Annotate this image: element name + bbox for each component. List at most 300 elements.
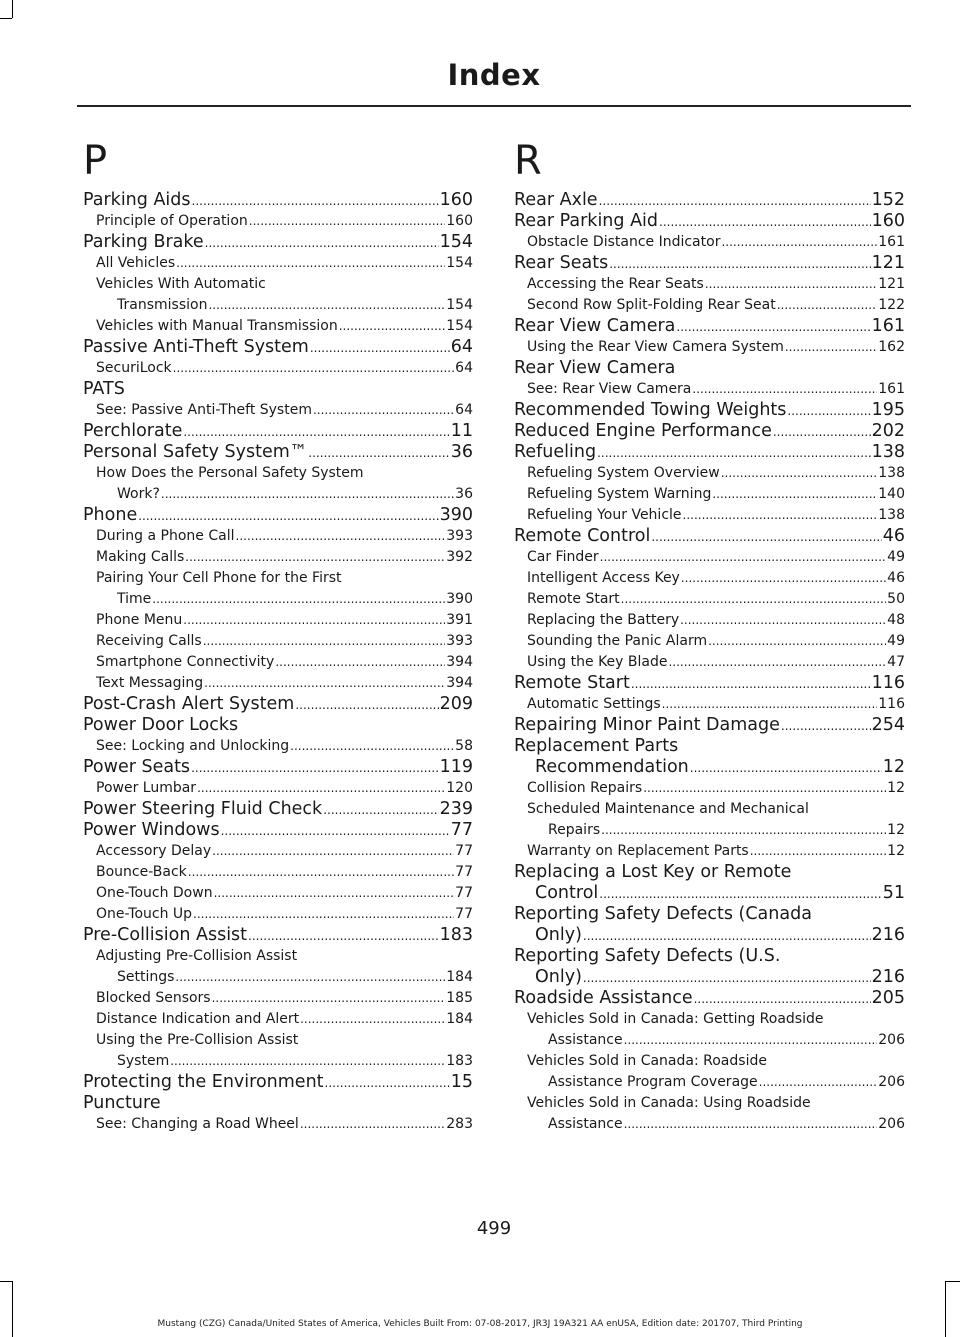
dot-leader — [721, 463, 878, 484]
entry-text: How Does the Personal Safety System — [96, 465, 364, 481]
index-entry — [83, 1072, 473, 1093]
dot-leader — [721, 232, 877, 253]
crop-mark — [0, 18, 12, 19]
entry-text: All Vehicles — [96, 255, 176, 271]
entry-text: Collision Repairs — [527, 780, 643, 796]
dot-leader — [300, 1009, 445, 1030]
page-reference: 121 — [871, 253, 905, 273]
entry-text: During a Phone Call — [96, 528, 235, 544]
index-subentry — [83, 568, 473, 610]
index-entry — [514, 715, 905, 736]
entry-text: Refueling Your Vehicle — [527, 507, 682, 523]
dot-leader — [193, 904, 454, 925]
page-reference: 12 — [887, 822, 905, 838]
entry-text: Scheduled Maintenance and Mechanical — [527, 801, 809, 817]
dot-leader — [275, 652, 445, 673]
entry-text: Control — [535, 883, 599, 903]
entry-text: Transmission — [117, 297, 208, 313]
dot-leader — [212, 988, 446, 1009]
entry-text: Sounding the Panic Alarm — [527, 633, 708, 649]
dot-leader — [694, 989, 871, 1009]
dot-leader — [662, 694, 878, 715]
index-entry — [514, 442, 905, 463]
page-reference: 77 — [455, 843, 473, 859]
entry-text: Bounce-Back — [96, 864, 187, 880]
page-reference: 48 — [887, 612, 905, 628]
page-reference: 184 — [446, 1011, 473, 1027]
index-subentry — [83, 610, 473, 631]
dot-leader — [173, 358, 455, 379]
dot-leader — [705, 274, 877, 295]
entry-text: Refueling System Overview — [527, 465, 720, 481]
index-entry — [514, 946, 905, 988]
page-reference: 58 — [455, 738, 473, 754]
page-reference: 160 — [446, 213, 473, 229]
page-reference: 49 — [887, 549, 905, 565]
dot-leader — [295, 695, 438, 715]
page-reference: 394 — [446, 675, 473, 691]
index-subentry — [514, 841, 905, 862]
entry-text: Assistance — [548, 1032, 623, 1048]
page-reference: 50 — [887, 591, 905, 607]
entry-text: See: Rear View Camera — [527, 381, 692, 397]
page-reference: 183 — [446, 1053, 473, 1069]
index-subentry — [83, 778, 473, 799]
index-subentry — [514, 274, 905, 295]
entry-text: Only) — [535, 925, 582, 945]
page-reference: 119 — [439, 757, 473, 777]
index-entry — [514, 358, 905, 379]
page-reference: 77 — [455, 906, 473, 922]
entry-text: Using the Rear View Camera System — [527, 339, 784, 355]
page-reference: 202 — [871, 421, 905, 441]
dot-leader — [599, 191, 871, 211]
page-reference: 161 — [871, 316, 905, 336]
page-reference: 15 — [450, 1072, 473, 1092]
entry-text: Personal Safety System™ — [83, 442, 308, 462]
entry-text: Passive Anti-Theft System — [83, 337, 309, 357]
index-column-right — [514, 132, 905, 1135]
dot-leader — [676, 317, 870, 337]
index-subentry — [83, 862, 473, 883]
page-reference: 394 — [446, 654, 473, 670]
index-subentry — [83, 274, 473, 316]
index-entry — [83, 190, 473, 211]
index-entry — [514, 400, 905, 421]
index-subentry — [83, 1030, 473, 1072]
page-reference: 161 — [878, 234, 905, 250]
index-subentry — [83, 358, 473, 379]
entry-text: Perchlorate — [83, 421, 183, 441]
page-reference: 47 — [887, 654, 905, 670]
entry-text: Replacing the Battery — [527, 612, 680, 628]
index-entry — [514, 862, 905, 904]
index-subentry — [514, 694, 905, 715]
page-reference: 64 — [455, 402, 473, 418]
index-subentry — [83, 652, 473, 673]
entry-text: Power Steering Fluid Check — [83, 799, 323, 819]
dot-leader — [787, 401, 870, 421]
dot-leader — [621, 589, 887, 610]
index-entry — [83, 379, 473, 400]
index-entries-right — [514, 190, 905, 1135]
index-subentry — [83, 946, 473, 988]
index-subentry — [514, 295, 905, 316]
entry-text: Reporting Safety Defects (U.S. — [514, 946, 781, 966]
page-reference: 120 — [446, 780, 473, 796]
entry-text: Adjusting Pre-Collision Assist — [96, 948, 298, 964]
dot-leader — [176, 253, 445, 274]
dot-leader — [759, 1072, 878, 1093]
index-subentry — [83, 841, 473, 862]
index-subentry — [514, 610, 905, 631]
page-reference: 391 — [446, 612, 473, 628]
index-subentry — [514, 379, 905, 400]
entry-text: Replacing a Lost Key or Remote — [514, 862, 792, 882]
dot-leader — [191, 758, 439, 778]
page-reference: 390 — [446, 591, 473, 607]
dot-leader — [175, 967, 445, 988]
entry-text: Protecting the Environment — [83, 1072, 324, 1092]
dot-leader — [204, 673, 445, 694]
dot-leader — [138, 506, 438, 526]
index-subentry — [514, 1051, 905, 1093]
page-reference: 184 — [446, 969, 473, 985]
index-entries-left — [83, 190, 473, 1135]
page-reference: 160 — [871, 211, 905, 231]
page-reference: 154 — [439, 232, 473, 252]
dot-leader — [212, 841, 454, 862]
entry-text: Receiving Calls — [96, 633, 202, 649]
entry-text: Recommended Towing Weights — [514, 400, 787, 420]
page-reference: 138 — [878, 465, 905, 481]
index-subentry — [83, 253, 473, 274]
entry-text: Power Door Locks — [83, 715, 239, 735]
entry-text: Text Messaging — [96, 675, 204, 691]
dot-leader — [221, 821, 450, 841]
entry-text: Remote Start — [514, 673, 630, 693]
entry-text: Repairing Minor Paint Damage — [514, 715, 780, 735]
index-subentry — [514, 547, 905, 568]
dot-leader — [236, 526, 446, 547]
page-reference: 36 — [455, 486, 473, 502]
entry-text: Rear Seats — [514, 253, 609, 273]
entry-text: Using the Key Blade — [527, 654, 668, 670]
entry-text: Reporting Safety Defects (Canada — [514, 904, 812, 924]
index-subentry — [514, 1009, 905, 1051]
page-reference: 152 — [871, 190, 905, 210]
dot-leader — [290, 736, 454, 757]
index-subentry — [83, 904, 473, 925]
dot-leader — [161, 484, 454, 505]
entry-text: Reduced Engine Performance — [514, 421, 772, 441]
entry-text: Principle of Operation — [96, 213, 248, 229]
entry-text: PATS — [83, 379, 125, 399]
dot-leader — [197, 778, 445, 799]
entry-text: Vehicles With Automatic — [96, 276, 266, 292]
index-subentry — [83, 1009, 473, 1030]
index-subentry — [83, 631, 473, 652]
entry-text: Work? — [117, 486, 160, 502]
dot-leader — [692, 379, 877, 400]
index-entry — [83, 925, 473, 946]
index-entry — [83, 820, 473, 841]
page-reference: 116 — [878, 696, 905, 712]
page-reference: 122 — [878, 297, 905, 313]
page-reference: 254 — [871, 715, 905, 735]
dot-leader — [300, 1114, 445, 1135]
dot-leader — [681, 568, 886, 589]
index-subentry — [83, 463, 473, 505]
entry-text: Vehicles Sold in Canada: Roadside — [527, 1053, 767, 1069]
entry-text: Making Calls — [96, 549, 185, 565]
page-title: Index — [447, 58, 541, 92]
dot-leader — [248, 926, 439, 946]
index-subentry — [514, 1093, 905, 1135]
dot-leader — [683, 505, 878, 526]
entry-text: Time — [117, 591, 152, 607]
page-reference: 390 — [439, 505, 473, 525]
index-entry — [83, 1093, 473, 1114]
entry-text: Only) — [535, 967, 582, 987]
index-entry — [514, 421, 905, 442]
page-reference: 138 — [878, 507, 905, 523]
page-reference: 64 — [455, 360, 473, 376]
entry-text: Rear Axle — [514, 190, 598, 210]
index-subentry — [514, 484, 905, 505]
index-subentry — [83, 547, 473, 568]
page-reference: 154 — [446, 255, 473, 271]
index-subentry — [514, 568, 905, 589]
entry-text: One-Touch Down — [96, 885, 213, 901]
dot-leader — [600, 547, 887, 568]
dot-leader — [205, 233, 439, 253]
page-reference: 216 — [871, 967, 905, 987]
page-reference: 116 — [871, 673, 905, 693]
page-reference: 185 — [446, 990, 473, 1006]
entry-text: Warranty on Replacement Parts — [527, 843, 749, 859]
entry-text: Vehicles with Manual Transmission — [96, 318, 338, 334]
index-entry — [514, 904, 905, 946]
page-reference: 11 — [450, 421, 473, 441]
index-subentry — [83, 1114, 473, 1135]
dot-leader — [601, 820, 886, 841]
index-entry — [514, 190, 905, 211]
index-subentry — [514, 799, 905, 841]
entry-text: See: Passive Anti-Theft System — [96, 402, 312, 418]
page-reference: 77 — [455, 885, 473, 901]
dot-leader — [773, 422, 871, 442]
crop-mark — [12, 0, 13, 18]
dot-leader — [152, 589, 445, 610]
page-reference: 393 — [446, 528, 473, 544]
index-subentry — [83, 736, 473, 757]
entry-text: Vehicles Sold in Canada: Using Roadside — [527, 1095, 811, 1111]
page-reference: 46 — [887, 570, 905, 586]
page-reference: 51 — [882, 883, 905, 903]
dot-leader — [183, 422, 449, 442]
entry-text: Replacement Parts — [514, 736, 679, 756]
entry-text: One-Touch Up — [96, 906, 193, 922]
page-reference: 138 — [871, 442, 905, 462]
dot-leader — [643, 778, 886, 799]
entry-text: Vehicles Sold in Canada: Getting Roadside — [527, 1011, 824, 1027]
page-reference: 12 — [882, 757, 905, 777]
page-reference: 49 — [887, 633, 905, 649]
header-rule — [77, 105, 911, 107]
page-reference: 154 — [446, 297, 473, 313]
index-subentry — [83, 526, 473, 547]
entry-text: Accessing the Rear Seats — [527, 276, 704, 292]
dot-leader — [192, 191, 439, 211]
dot-leader — [203, 631, 446, 652]
dot-leader — [781, 716, 871, 736]
entry-text: Roadside Assistance — [514, 988, 693, 1008]
dot-leader — [750, 841, 886, 862]
index-entry — [514, 526, 905, 547]
entry-text: SecuriLock — [96, 360, 172, 376]
section-letter-r: R — [514, 138, 542, 184]
entry-text: Repairs — [548, 822, 601, 838]
dot-leader — [624, 1114, 878, 1135]
entry-text: Parking Aids — [83, 190, 191, 210]
entry-text: Rear View Camera — [514, 316, 676, 336]
index-subentry — [514, 463, 905, 484]
dot-leader — [188, 862, 454, 883]
entry-text: Car Finder — [527, 549, 599, 565]
index-entry — [83, 715, 473, 736]
crop-mark — [946, 1281, 960, 1282]
index-entry — [83, 232, 473, 253]
index-entry — [514, 316, 905, 337]
index-entry — [83, 757, 473, 778]
entry-text: Smartphone Connectivity — [96, 654, 275, 670]
page-reference: 77 — [450, 820, 473, 840]
entry-text: Refueling — [514, 442, 597, 462]
page-reference: 216 — [871, 925, 905, 945]
page-reference: 161 — [878, 381, 905, 397]
entry-text: See: Changing a Road Wheel — [96, 1116, 299, 1132]
entry-text: Rear Parking Aid — [514, 211, 659, 231]
entry-text: Power Seats — [83, 757, 191, 777]
entry-text: Post-Crash Alert System — [83, 694, 295, 714]
index-subentry — [83, 400, 473, 421]
index-subentry — [514, 337, 905, 358]
dot-leader — [208, 295, 445, 316]
index-subentry — [514, 589, 905, 610]
dot-leader — [690, 758, 882, 778]
entry-text: Recommendation — [535, 757, 689, 777]
page-reference: 160 — [439, 190, 473, 210]
dot-leader — [185, 547, 445, 568]
entry-text: Second Row Split-Folding Rear Seat — [527, 297, 776, 313]
index-entry — [83, 799, 473, 820]
entry-text: System — [117, 1053, 170, 1069]
index-entry — [514, 211, 905, 232]
index-subentry — [514, 631, 905, 652]
entry-text: Using the Pre-Collision Assist — [96, 1032, 299, 1048]
dot-leader — [777, 295, 878, 316]
page-reference: 206 — [878, 1032, 905, 1048]
dot-leader — [310, 338, 450, 358]
entry-text: Remote Control — [514, 526, 651, 546]
dot-leader — [597, 443, 871, 463]
page-number: 499 — [476, 1218, 512, 1239]
dot-leader — [214, 883, 455, 904]
dot-leader — [785, 337, 877, 358]
page-reference: 209 — [439, 694, 473, 714]
page-reference: 205 — [871, 988, 905, 1008]
entry-text: Power Windows — [83, 820, 220, 840]
index-entry — [514, 673, 905, 694]
crop-mark — [0, 1281, 12, 1282]
index-entry — [514, 253, 905, 274]
entry-text: Phone — [83, 505, 138, 525]
page-reference: 195 — [871, 400, 905, 420]
index-entry — [83, 505, 473, 526]
dot-leader — [170, 1051, 445, 1072]
index-entry — [514, 988, 905, 1009]
entry-text: Intelligent Access Key — [527, 570, 680, 586]
dot-leader — [624, 1030, 878, 1051]
page-reference: 46 — [882, 526, 905, 546]
page-reference: 64 — [450, 337, 473, 357]
dot-leader — [651, 527, 881, 547]
index-entry — [514, 736, 905, 778]
page-reference: 393 — [446, 633, 473, 649]
entry-text: Phone Menu — [96, 612, 183, 628]
dot-leader — [609, 254, 870, 274]
dot-leader — [583, 926, 871, 946]
entry-text: Power Lumbar — [96, 780, 197, 796]
entry-text: Rear View Camera — [514, 358, 676, 378]
index-subentry — [514, 652, 905, 673]
dot-leader — [183, 610, 445, 631]
entry-text: Obstacle Distance Indicator — [527, 234, 721, 250]
dot-leader — [308, 443, 449, 463]
index-entry — [83, 694, 473, 715]
index-subentry — [83, 316, 473, 337]
page-reference: 183 — [439, 925, 473, 945]
dot-leader — [325, 1073, 450, 1093]
entry-text: Remote Start — [527, 591, 620, 607]
page-reference: 12 — [887, 780, 905, 796]
dot-leader — [668, 652, 886, 673]
index-subentry — [514, 232, 905, 253]
entry-text: See: Locking and Unlocking — [96, 738, 290, 754]
index-subentry — [514, 505, 905, 526]
dot-leader — [659, 212, 871, 232]
entry-text: Pairing Your Cell Phone for the First — [96, 570, 342, 586]
page-reference: 36 — [450, 442, 473, 462]
index-entry — [83, 337, 473, 358]
dot-leader — [583, 968, 871, 988]
entry-text: Pre-Collision Assist — [83, 925, 248, 945]
entry-text: Assistance Program Coverage — [548, 1074, 758, 1090]
entry-text: Distance Indication and Alert — [96, 1011, 300, 1027]
index-subentry — [83, 988, 473, 1009]
page-reference: 162 — [878, 339, 905, 355]
page-reference: 140 — [878, 486, 905, 502]
dot-leader — [708, 631, 886, 652]
page-reference: 77 — [455, 864, 473, 880]
index-entry — [83, 421, 473, 442]
dot-leader — [631, 674, 871, 694]
index-entry — [83, 442, 473, 463]
dot-leader — [249, 211, 446, 232]
page-reference: 206 — [878, 1116, 905, 1132]
dot-leader — [712, 484, 877, 505]
